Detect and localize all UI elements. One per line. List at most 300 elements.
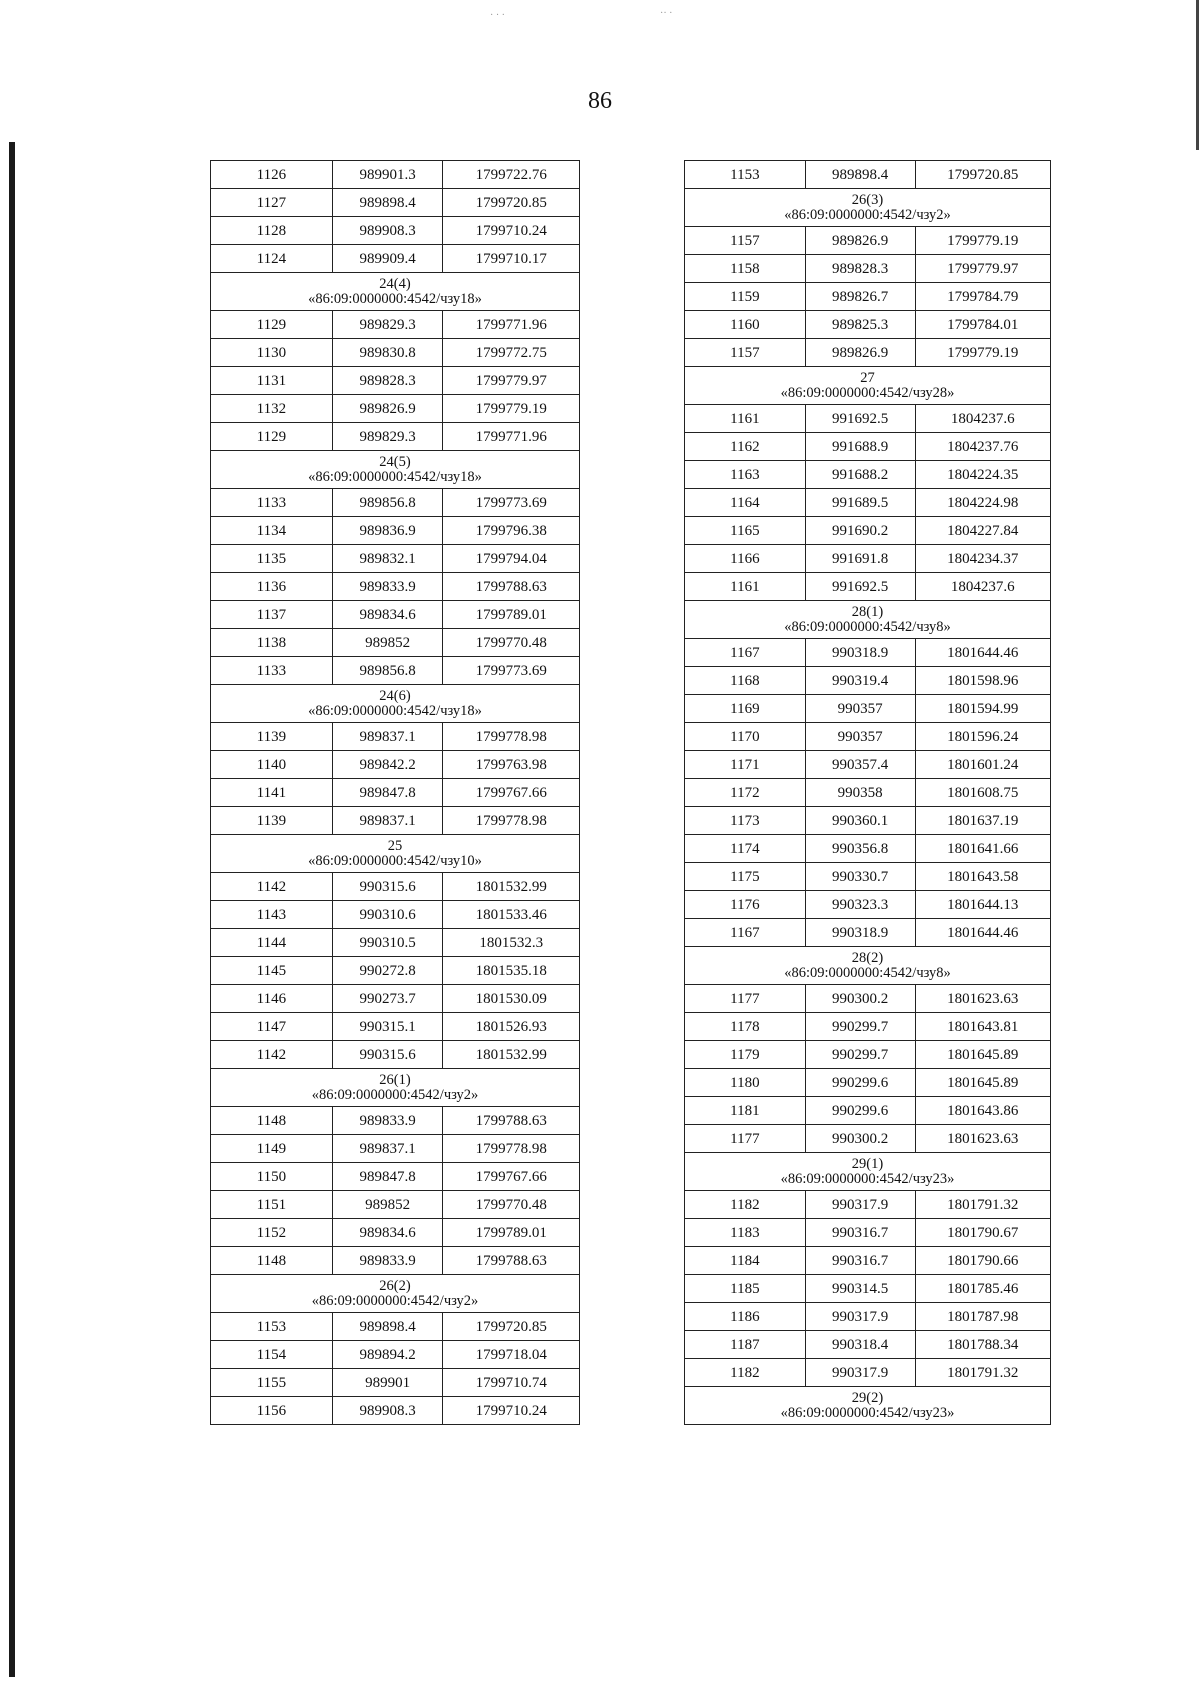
y-coordinate-cell: 1804227.84 xyxy=(915,517,1050,545)
y-coordinate-cell: 1799778.98 xyxy=(443,723,580,751)
table-row xyxy=(685,489,1051,517)
point-number-cell: 1124 xyxy=(211,245,333,273)
x-coordinate-cell: 990315.6 xyxy=(332,1041,443,1069)
y-coordinate-cell: 1799767.66 xyxy=(443,1163,580,1191)
x-coordinate-cell: 990314.5 xyxy=(805,1275,915,1303)
y-coordinate-cell: 1799763.98 xyxy=(443,751,580,779)
point-number-cell: 1179 xyxy=(685,1041,806,1069)
table-row xyxy=(211,1191,580,1219)
y-coordinate-cell: 1799779.19 xyxy=(443,395,580,423)
x-coordinate-cell: 989834.6 xyxy=(332,601,443,629)
y-coordinate-cell: 1801532.3 xyxy=(443,929,580,957)
group-header-row xyxy=(685,189,1051,227)
table-row xyxy=(211,1247,580,1275)
x-coordinate-cell: 989898.4 xyxy=(332,1313,443,1341)
point-number-cell: 1173 xyxy=(685,807,806,835)
table-row xyxy=(211,517,580,545)
cadastral-code: «86:09:0000000:4542/чзу2» xyxy=(311,1087,479,1103)
table-row xyxy=(685,405,1051,433)
table-row xyxy=(685,807,1051,835)
x-coordinate-cell: 989847.8 xyxy=(332,1163,443,1191)
point-number-cell: 1177 xyxy=(685,1125,806,1153)
point-number-cell: 1129 xyxy=(211,423,333,451)
y-coordinate-cell: 1799710.24 xyxy=(443,1397,580,1425)
y-coordinate-cell: 1801532.99 xyxy=(443,873,580,901)
y-coordinate-cell: 1801644.46 xyxy=(915,919,1050,947)
x-coordinate-cell: 990299.6 xyxy=(805,1069,915,1097)
point-number-cell: 1167 xyxy=(685,639,806,667)
table-row xyxy=(211,423,580,451)
cadastral-code: «86:09:0000000:4542/чзу18» xyxy=(308,703,482,719)
group-label: 26(3) xyxy=(851,192,884,208)
cadastral-code: «86:09:0000000:4542/чзу2» xyxy=(311,1293,479,1309)
page-number: 86 xyxy=(588,88,612,114)
y-coordinate-cell: 1801526.93 xyxy=(443,1013,580,1041)
y-coordinate-cell: 1799771.96 xyxy=(443,311,580,339)
table-row xyxy=(685,461,1051,489)
y-coordinate-cell: 1801645.89 xyxy=(915,1041,1050,1069)
point-number-cell: 1170 xyxy=(685,723,806,751)
x-coordinate-cell: 990316.7 xyxy=(805,1247,915,1275)
point-number-cell: 1157 xyxy=(685,227,806,255)
y-coordinate-cell: 1804237.6 xyxy=(915,573,1050,601)
table-row xyxy=(211,929,580,957)
point-number-cell: 1185 xyxy=(685,1275,806,1303)
point-number-cell: 1140 xyxy=(211,751,333,779)
table-row xyxy=(211,189,580,217)
group-label: 29(1) xyxy=(851,1156,884,1172)
cadastral-code: «86:09:0000000:4542/чзу23» xyxy=(780,1171,955,1187)
group-header-row xyxy=(685,367,1051,405)
group-header-row xyxy=(211,451,580,489)
x-coordinate-cell: 990315.6 xyxy=(332,873,443,901)
y-coordinate-cell: 1799794.04 xyxy=(443,545,580,573)
point-number-cell: 1126 xyxy=(211,161,333,189)
table-row xyxy=(211,367,580,395)
point-number-cell: 1168 xyxy=(685,667,806,695)
group-header-row xyxy=(685,1153,1051,1191)
x-coordinate-cell: 989837.1 xyxy=(332,723,443,751)
x-coordinate-cell: 991690.2 xyxy=(805,517,915,545)
table-row xyxy=(685,1331,1051,1359)
y-coordinate-cell: 1804224.98 xyxy=(915,489,1050,517)
table-row xyxy=(211,339,580,367)
x-coordinate-cell: 989826.9 xyxy=(805,227,915,255)
point-number-cell: 1171 xyxy=(685,751,806,779)
point-number-cell: 1148 xyxy=(211,1247,333,1275)
x-coordinate-cell: 990317.9 xyxy=(805,1303,915,1331)
x-coordinate-cell: 989833.9 xyxy=(332,1247,443,1275)
table-row xyxy=(685,283,1051,311)
table-row xyxy=(211,1041,580,1069)
cadastral-code: «86:09:0000000:4542/чзу18» xyxy=(308,469,482,485)
y-coordinate-cell: 1801790.66 xyxy=(915,1247,1050,1275)
y-coordinate-cell: 1801788.34 xyxy=(915,1331,1050,1359)
table-row xyxy=(211,1369,580,1397)
y-coordinate-cell: 1799784.79 xyxy=(915,283,1050,311)
y-coordinate-cell: 1801637.19 xyxy=(915,807,1050,835)
y-coordinate-cell: 1801785.46 xyxy=(915,1275,1050,1303)
y-coordinate-cell: 1799722.76 xyxy=(443,161,580,189)
cadastral-code: «86:09:0000000:4542/чзу23» xyxy=(780,1405,955,1421)
table-row xyxy=(685,779,1051,807)
y-coordinate-cell: 1801641.66 xyxy=(915,835,1050,863)
table-row xyxy=(685,1013,1051,1041)
x-coordinate-cell: 989830.8 xyxy=(332,339,443,367)
y-coordinate-cell: 1799710.74 xyxy=(443,1369,580,1397)
table-row xyxy=(211,1219,580,1247)
point-number-cell: 1153 xyxy=(685,161,806,189)
x-coordinate-cell: 990360.1 xyxy=(805,807,915,835)
x-coordinate-cell: 989856.8 xyxy=(332,489,443,517)
point-number-cell: 1182 xyxy=(685,1359,806,1387)
x-coordinate-cell: 989828.3 xyxy=(805,255,915,283)
y-coordinate-cell: 1799796.38 xyxy=(443,517,580,545)
x-coordinate-cell: 989833.9 xyxy=(332,573,443,601)
scan-speck: · · · xyxy=(490,10,505,21)
point-number-cell: 1129 xyxy=(211,311,333,339)
group-label: 25 xyxy=(387,838,403,854)
y-coordinate-cell: 1799771.96 xyxy=(443,423,580,451)
x-coordinate-cell: 989829.3 xyxy=(332,423,443,451)
cadastral-code: «86:09:0000000:4542/чзу8» xyxy=(784,619,951,635)
y-coordinate-cell: 1799778.98 xyxy=(443,1135,580,1163)
table-row xyxy=(211,657,580,685)
x-coordinate-cell: 990318.9 xyxy=(805,919,915,947)
x-coordinate-cell: 990300.2 xyxy=(805,1125,915,1153)
point-number-cell: 1175 xyxy=(685,863,806,891)
point-number-cell: 1132 xyxy=(211,395,333,423)
group-label: 24(5) xyxy=(379,454,411,470)
y-coordinate-cell: 1799789.01 xyxy=(443,1219,580,1247)
y-coordinate-cell: 1801787.98 xyxy=(915,1303,1050,1331)
point-number-cell: 1183 xyxy=(685,1219,806,1247)
y-coordinate-cell: 1799767.66 xyxy=(443,779,580,807)
x-coordinate-cell: 989894.2 xyxy=(332,1341,443,1369)
x-coordinate-cell: 989901.3 xyxy=(332,161,443,189)
scan-edge-shadow xyxy=(9,142,15,1677)
point-number-cell: 1178 xyxy=(685,1013,806,1041)
table-row xyxy=(685,1097,1051,1125)
y-coordinate-cell: 1804237.6 xyxy=(915,405,1050,433)
x-coordinate-cell: 990317.9 xyxy=(805,1191,915,1219)
y-coordinate-cell: 1799788.63 xyxy=(443,1247,580,1275)
y-coordinate-cell: 1801608.75 xyxy=(915,779,1050,807)
x-coordinate-cell: 990318.9 xyxy=(805,639,915,667)
table-row xyxy=(685,1275,1051,1303)
point-number-cell: 1174 xyxy=(685,835,806,863)
group-header-cell xyxy=(211,1275,580,1313)
point-number-cell: 1139 xyxy=(211,723,333,751)
x-coordinate-cell: 990299.6 xyxy=(805,1097,915,1125)
point-number-cell: 1146 xyxy=(211,985,333,1013)
y-coordinate-cell: 1804237.76 xyxy=(915,433,1050,461)
y-coordinate-cell: 1804224.35 xyxy=(915,461,1050,489)
table-row xyxy=(211,161,580,189)
x-coordinate-cell: 989909.4 xyxy=(332,245,443,273)
table-row xyxy=(685,751,1051,779)
table-row xyxy=(211,1013,580,1041)
group-header-cell xyxy=(685,1387,1051,1425)
cadastral-code: «86:09:0000000:4542/чзу18» xyxy=(308,291,482,307)
x-coordinate-cell: 989836.9 xyxy=(332,517,443,545)
x-coordinate-cell: 989852 xyxy=(332,1191,443,1219)
y-coordinate-cell: 1799778.98 xyxy=(443,807,580,835)
y-coordinate-cell: 1799779.19 xyxy=(915,339,1050,367)
group-header-cell xyxy=(211,1069,580,1107)
y-coordinate-cell: 1799710.24 xyxy=(443,217,580,245)
cadastral-code: «86:09:0000000:4542/чзу2» xyxy=(784,207,951,223)
group-label: 26(1) xyxy=(379,1072,411,1088)
table-row xyxy=(211,901,580,929)
group-label: 27 xyxy=(860,370,875,386)
table-row xyxy=(211,629,580,657)
table-row xyxy=(685,919,1051,947)
cadastral-code: «86:09:0000000:4542/чзу8» xyxy=(784,965,951,981)
table-row xyxy=(211,573,580,601)
y-coordinate-cell: 1799779.97 xyxy=(443,367,580,395)
point-number-cell: 1156 xyxy=(211,1397,333,1425)
table-row xyxy=(685,1359,1051,1387)
y-coordinate-cell: 1801598.96 xyxy=(915,667,1050,695)
x-coordinate-cell: 991688.2 xyxy=(805,461,915,489)
x-coordinate-cell: 989826.7 xyxy=(805,283,915,311)
point-number-cell: 1186 xyxy=(685,1303,806,1331)
y-coordinate-cell: 1801535.18 xyxy=(443,957,580,985)
table-row xyxy=(211,311,580,339)
x-coordinate-cell: 990273.7 xyxy=(332,985,443,1013)
point-number-cell: 1165 xyxy=(685,517,806,545)
table-row xyxy=(211,489,580,517)
group-header-row xyxy=(685,1387,1051,1425)
group-label: 28(2) xyxy=(851,950,884,966)
x-coordinate-cell: 989837.1 xyxy=(332,1135,443,1163)
x-coordinate-cell: 989826.9 xyxy=(332,395,443,423)
table-row xyxy=(685,695,1051,723)
y-coordinate-cell: 1801791.32 xyxy=(915,1359,1050,1387)
table-row xyxy=(685,891,1051,919)
group-header-cell xyxy=(685,947,1051,985)
point-number-cell: 1184 xyxy=(685,1247,806,1275)
group-label: 24(6) xyxy=(379,688,411,704)
x-coordinate-cell: 989837.1 xyxy=(332,807,443,835)
group-header-row xyxy=(211,835,580,873)
table-row xyxy=(685,255,1051,283)
point-number-cell: 1166 xyxy=(685,545,806,573)
point-number-cell: 1155 xyxy=(211,1369,333,1397)
point-number-cell: 1138 xyxy=(211,629,333,657)
y-coordinate-cell: 1801594.99 xyxy=(915,695,1050,723)
point-number-cell: 1135 xyxy=(211,545,333,573)
y-coordinate-cell: 1804234.37 xyxy=(915,545,1050,573)
table-row xyxy=(211,985,580,1013)
y-coordinate-cell: 1799773.69 xyxy=(443,489,580,517)
y-coordinate-cell: 1799773.69 xyxy=(443,657,580,685)
point-number-cell: 1182 xyxy=(685,1191,806,1219)
x-coordinate-cell: 989908.3 xyxy=(332,1397,443,1425)
x-coordinate-cell: 990310.6 xyxy=(332,901,443,929)
y-coordinate-cell: 1801791.32 xyxy=(915,1191,1050,1219)
table-row xyxy=(211,957,580,985)
table-row xyxy=(211,779,580,807)
point-number-cell: 1159 xyxy=(685,283,806,311)
point-number-cell: 1149 xyxy=(211,1135,333,1163)
group-header-row xyxy=(211,1069,580,1107)
point-number-cell: 1147 xyxy=(211,1013,333,1041)
x-coordinate-cell: 991688.9 xyxy=(805,433,915,461)
point-number-cell: 1137 xyxy=(211,601,333,629)
x-coordinate-cell: 990358 xyxy=(805,779,915,807)
x-coordinate-cell: 990357.4 xyxy=(805,751,915,779)
table-row xyxy=(685,863,1051,891)
table-row xyxy=(685,1303,1051,1331)
point-number-cell: 1133 xyxy=(211,657,333,685)
point-number-cell: 1142 xyxy=(211,873,333,901)
group-header-cell xyxy=(685,601,1051,639)
group-label: 24(4) xyxy=(379,276,411,292)
point-number-cell: 1145 xyxy=(211,957,333,985)
x-coordinate-cell: 991692.5 xyxy=(805,573,915,601)
point-number-cell: 1139 xyxy=(211,807,333,835)
y-coordinate-cell: 1801643.86 xyxy=(915,1097,1050,1125)
y-coordinate-cell: 1801601.24 xyxy=(915,751,1050,779)
table-row xyxy=(685,639,1051,667)
point-number-cell: 1176 xyxy=(685,891,806,919)
y-coordinate-cell: 1801596.24 xyxy=(915,723,1050,751)
cadastral-code: «86:09:0000000:4542/чзу28» xyxy=(780,385,955,401)
y-coordinate-cell: 1801643.81 xyxy=(915,1013,1050,1041)
y-coordinate-cell: 1799772.75 xyxy=(443,339,580,367)
table-row xyxy=(211,723,580,751)
group-header-row xyxy=(211,685,580,723)
table-row xyxy=(685,723,1051,751)
x-coordinate-cell: 990356.8 xyxy=(805,835,915,863)
scan-edge-mark xyxy=(1196,0,1199,150)
table-row xyxy=(211,1397,580,1425)
x-coordinate-cell: 989898.4 xyxy=(332,189,443,217)
x-coordinate-cell: 990330.7 xyxy=(805,863,915,891)
x-coordinate-cell: 989825.3 xyxy=(805,311,915,339)
coordinates-table-left xyxy=(210,160,580,1425)
x-coordinate-cell: 990316.7 xyxy=(805,1219,915,1247)
table-body-right xyxy=(685,161,1051,1425)
x-coordinate-cell: 989842.2 xyxy=(332,751,443,779)
x-coordinate-cell: 989826.9 xyxy=(805,339,915,367)
y-coordinate-cell: 1799788.63 xyxy=(443,1107,580,1135)
group-label: 29(2) xyxy=(851,1390,884,1406)
cadastral-code: «86:09:0000000:4542/чзу10» xyxy=(308,853,482,869)
y-coordinate-cell: 1799779.97 xyxy=(915,255,1050,283)
x-coordinate-cell: 990357 xyxy=(805,723,915,751)
group-header-cell xyxy=(211,273,580,311)
y-coordinate-cell: 1799784.01 xyxy=(915,311,1050,339)
table-row xyxy=(685,517,1051,545)
x-coordinate-cell: 989898.4 xyxy=(805,161,915,189)
group-header-cell xyxy=(685,1153,1051,1191)
group-header-cell xyxy=(211,685,580,723)
group-header-row xyxy=(685,947,1051,985)
y-coordinate-cell: 1799788.63 xyxy=(443,573,580,601)
x-coordinate-cell: 989834.6 xyxy=(332,1219,443,1247)
x-coordinate-cell: 990317.9 xyxy=(805,1359,915,1387)
x-coordinate-cell: 990300.2 xyxy=(805,985,915,1013)
table-row xyxy=(685,1041,1051,1069)
point-number-cell: 1128 xyxy=(211,217,333,245)
point-number-cell: 1130 xyxy=(211,339,333,367)
x-coordinate-cell: 989832.1 xyxy=(332,545,443,573)
table-row xyxy=(211,245,580,273)
table-row xyxy=(685,1247,1051,1275)
point-number-cell: 1150 xyxy=(211,1163,333,1191)
point-number-cell: 1154 xyxy=(211,1341,333,1369)
x-coordinate-cell: 991689.5 xyxy=(805,489,915,517)
x-coordinate-cell: 991691.8 xyxy=(805,545,915,573)
x-coordinate-cell: 990299.7 xyxy=(805,1013,915,1041)
group-header-row xyxy=(211,273,580,311)
x-coordinate-cell: 990319.4 xyxy=(805,667,915,695)
coordinates-table-right xyxy=(684,160,1051,1425)
x-coordinate-cell: 989901 xyxy=(332,1369,443,1397)
x-coordinate-cell: 990299.7 xyxy=(805,1041,915,1069)
point-number-cell: 1161 xyxy=(685,405,806,433)
table-row xyxy=(685,1219,1051,1247)
group-header-cell xyxy=(685,189,1051,227)
point-number-cell: 1187 xyxy=(685,1331,806,1359)
point-number-cell: 1131 xyxy=(211,367,333,395)
point-number-cell: 1181 xyxy=(685,1097,806,1125)
table-row xyxy=(685,1125,1051,1153)
y-coordinate-cell: 1799718.04 xyxy=(443,1341,580,1369)
y-coordinate-cell: 1801790.67 xyxy=(915,1219,1050,1247)
table-row xyxy=(685,227,1051,255)
group-header-cell xyxy=(211,835,580,873)
table-row xyxy=(685,339,1051,367)
x-coordinate-cell: 990315.1 xyxy=(332,1013,443,1041)
table-row xyxy=(211,1313,580,1341)
x-coordinate-cell: 991692.5 xyxy=(805,405,915,433)
point-number-cell: 1134 xyxy=(211,517,333,545)
point-number-cell: 1152 xyxy=(211,1219,333,1247)
point-number-cell: 1142 xyxy=(211,1041,333,1069)
table-row xyxy=(685,433,1051,461)
y-coordinate-cell: 1799720.85 xyxy=(443,1313,580,1341)
table-row xyxy=(211,1135,580,1163)
point-number-cell: 1151 xyxy=(211,1191,333,1219)
table-row xyxy=(211,545,580,573)
group-label: 28(1) xyxy=(851,604,884,620)
table-row xyxy=(685,161,1051,189)
table-row xyxy=(685,835,1051,863)
x-coordinate-cell: 989852 xyxy=(332,629,443,657)
point-number-cell: 1164 xyxy=(685,489,806,517)
y-coordinate-cell: 1801623.63 xyxy=(915,1125,1050,1153)
table-body-left xyxy=(211,161,580,1425)
point-number-cell: 1127 xyxy=(211,189,333,217)
y-coordinate-cell: 1801645.89 xyxy=(915,1069,1050,1097)
table-row xyxy=(685,311,1051,339)
x-coordinate-cell: 990357 xyxy=(805,695,915,723)
y-coordinate-cell: 1799770.48 xyxy=(443,1191,580,1219)
point-number-cell: 1157 xyxy=(685,339,806,367)
x-coordinate-cell: 990272.8 xyxy=(332,957,443,985)
point-number-cell: 1158 xyxy=(685,255,806,283)
point-number-cell: 1143 xyxy=(211,901,333,929)
y-coordinate-cell: 1801623.63 xyxy=(915,985,1050,1013)
y-coordinate-cell: 1799710.17 xyxy=(443,245,580,273)
table-row xyxy=(211,1341,580,1369)
point-number-cell: 1177 xyxy=(685,985,806,1013)
y-coordinate-cell: 1799779.19 xyxy=(915,227,1050,255)
